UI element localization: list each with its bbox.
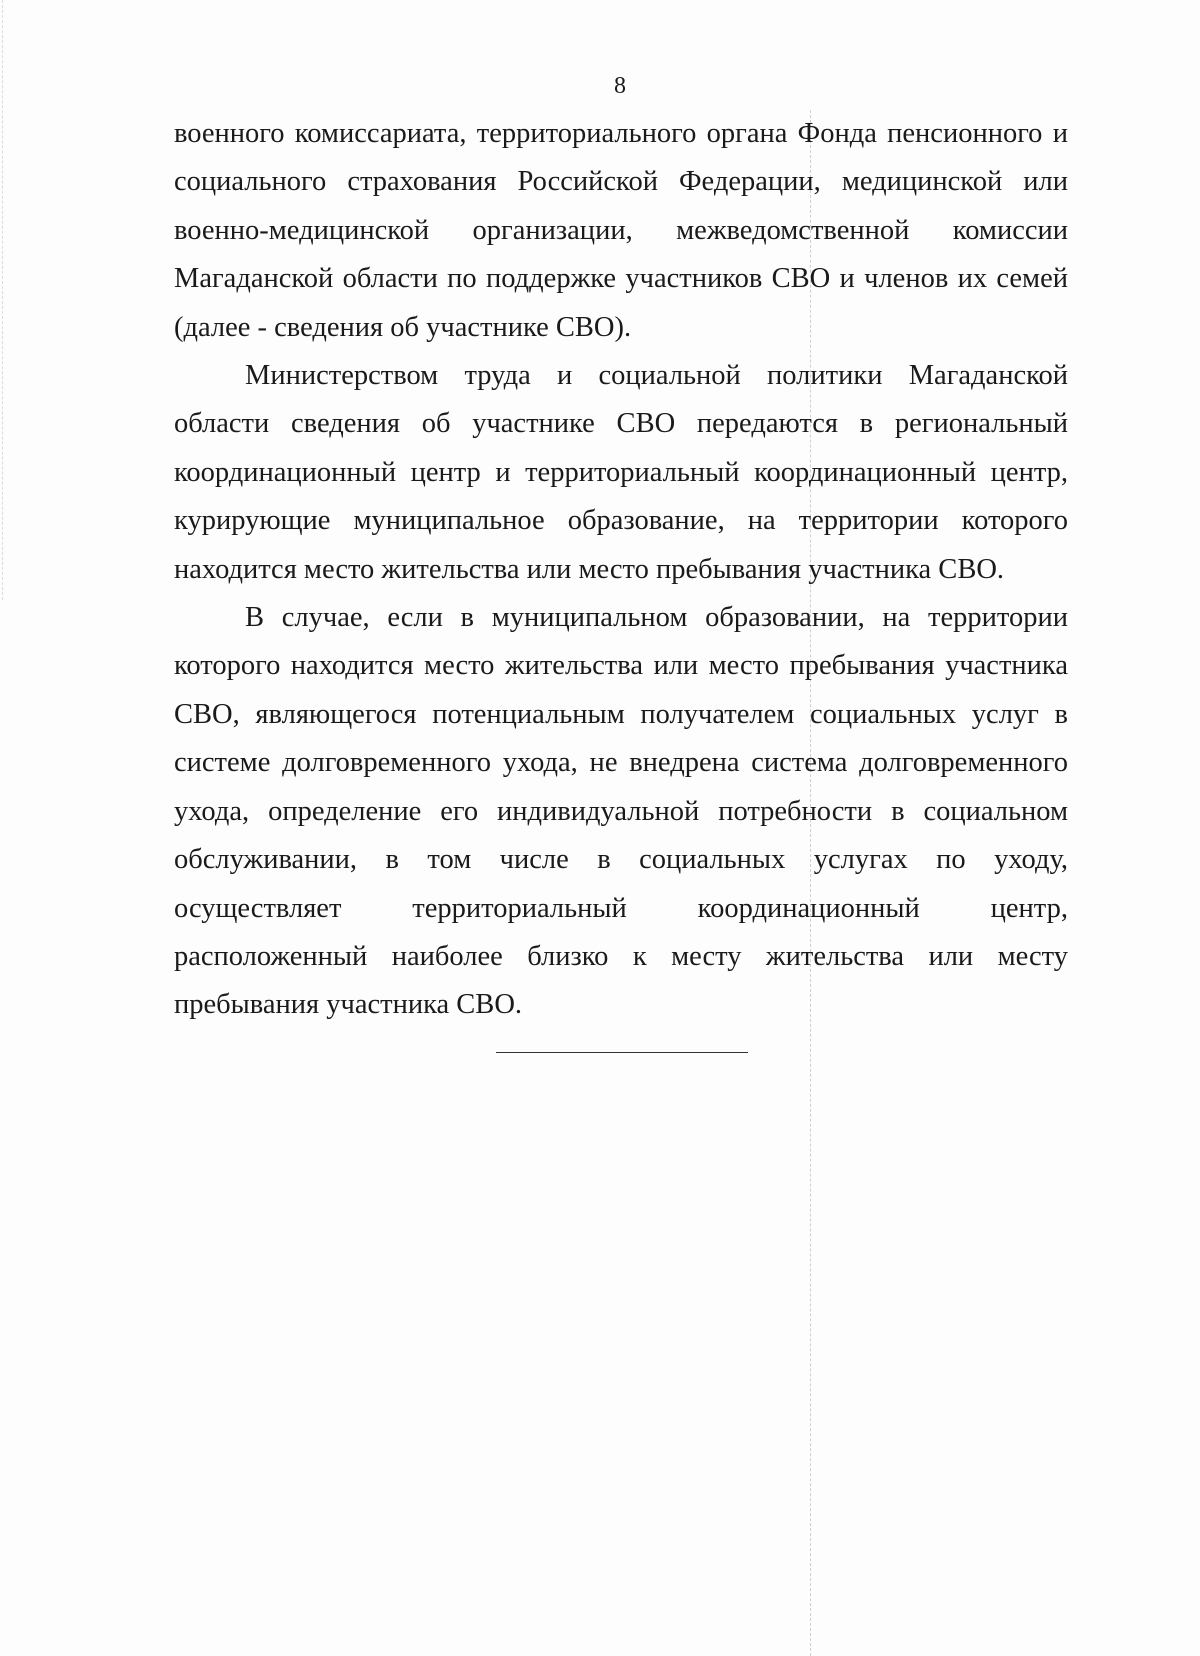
page-number: 8 — [614, 73, 626, 99]
paragraph-ministry: Министерством труда и социальной политики Магаданской области сведения об участнике СВО передаются в региональный координационный центр и территориальный координационный центр, курирующие муниципальное образование, на территории которого находится место жительства или место пребывания участника СВО. — [174, 360, 1068, 585]
end-separator-line — [496, 1052, 748, 1053]
paragraph-case: В случае, если в муниципальном образовании, на территории которого находится место жительства или место пребывания участника СВО, являющегося потенциальным получателем социальных услуг в системе долговременного ухода, не внедрена система долговременного ухода, определение его индивидуальной потребности в социальном обслуживании, в том числе в социальных услугах по уходу, осуществляет территориальный координационный центр, расположенный наиболее близко к месту жительства или месту пребывания участника СВО. — [174, 602, 1068, 1021]
paragraph-continuation: военного комиссариата, территориального органа Фонда пенсионного и социального страхования Российской Федерации, медицинской или военно-медицинской организации, межведомственной комиссии Магаданской области по поддержке участников СВО и членов их семей (далее - сведения об участнике СВО). — [174, 118, 1068, 343]
document-body — [174, 110, 1068, 1030]
